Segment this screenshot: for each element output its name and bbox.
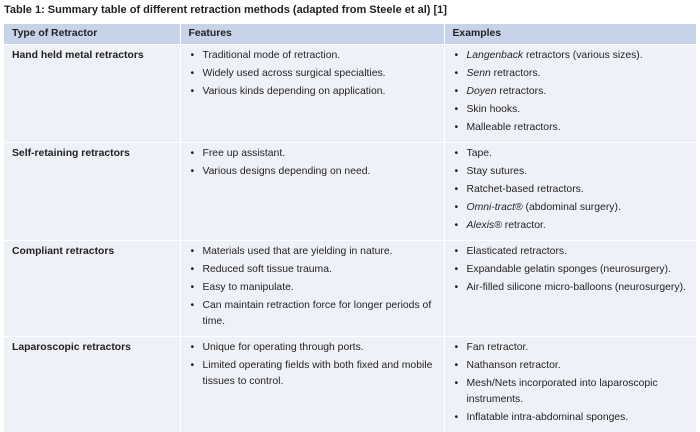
example-item (453, 376, 689, 408)
example-text: Stay sutures. (467, 166, 528, 177)
examples-cell (444, 45, 696, 143)
example-item (453, 120, 689, 136)
example-item (453, 146, 689, 162)
column-header-type: Type of Retractor (4, 24, 180, 45)
example-text: retractors. (491, 68, 541, 79)
example-item (453, 410, 689, 426)
example-item (453, 244, 689, 260)
example-text: Expandable gelatin sponges (neurosurgery). (467, 264, 671, 275)
feature-item: • Reduced soft tissue trauma. (189, 262, 436, 278)
example-item (453, 164, 689, 180)
example-text: retractors (various sizes). (523, 50, 643, 61)
example-text: retractors. (497, 86, 547, 97)
table-row (4, 337, 696, 432)
example-text: Elasticated retractors. (467, 246, 567, 257)
example-italic: Senn (467, 68, 491, 79)
table-header-row (4, 24, 696, 45)
example-text: Inflatable intra-abdominal sponges. (467, 412, 629, 423)
feature-item: • Free up assistant. (189, 146, 436, 162)
table-row (4, 241, 696, 337)
example-text: (abdominal surgery). (523, 202, 621, 213)
table-row (4, 143, 696, 241)
feature-item: • Various kinds depending on application. (189, 84, 436, 100)
feature-item: • Various designs depending on need. (189, 164, 436, 180)
example-italic: Alexis® (467, 220, 502, 231)
feature-item: • Unique for operating through ports. (189, 340, 436, 356)
example-item (453, 182, 689, 198)
column-header-features: Features (180, 24, 444, 45)
examples-cell (444, 143, 696, 241)
example-item (453, 66, 689, 82)
example-text: Nathanson retractor. (467, 360, 561, 371)
retraction-methods-table (4, 24, 696, 432)
retractor-type-cell: Laparoscopic retractors (4, 337, 180, 432)
table-row (4, 45, 696, 143)
column-header-examples: Examples (444, 24, 696, 45)
example-text: Tape. (467, 148, 492, 159)
feature-item: • Easy to manipulate. (189, 280, 436, 296)
retractor-type-cell: Hand held metal retractors (4, 45, 180, 143)
features-cell (180, 45, 444, 143)
feature-item: • Traditional mode of retraction. (189, 48, 436, 64)
example-italic: Langenback (467, 50, 524, 61)
feature-item: • Materials used that are yielding in nature. (189, 244, 436, 260)
example-italic: Doyen (467, 86, 497, 97)
example-text: Skin hooks. (467, 104, 521, 115)
features-cell (180, 143, 444, 241)
example-text: Ratchet-based retractors. (467, 184, 584, 195)
example-item (453, 358, 689, 374)
features-cell (180, 337, 444, 432)
feature-item: • Can maintain retraction force for longer periods of time. (189, 298, 436, 330)
example-item (453, 340, 689, 356)
example-item (453, 200, 689, 216)
example-item (453, 102, 689, 118)
feature-item: • Widely used across surgical specialties. (189, 66, 436, 82)
retractor-type-cell: Compliant retractors (4, 241, 180, 337)
features-cell (180, 241, 444, 337)
table-caption: Table 1: Summary table of different retraction methods (adapted from Steele et al) [1] (4, 4, 447, 16)
example-text: Fan retractor. (467, 342, 529, 353)
example-text: Malleable retractors. (467, 122, 561, 133)
example-item (453, 280, 689, 296)
example-text: retractor. (502, 220, 546, 231)
example-item (453, 48, 689, 64)
example-text: Air-filled silicone micro-balloons (neurosurgery). (467, 282, 686, 293)
example-item (453, 218, 689, 234)
example-item (453, 84, 689, 100)
example-text: Mesh/Nets incorporated into laparoscopic instruments. (467, 378, 658, 405)
examples-cell (444, 337, 696, 432)
examples-cell (444, 241, 696, 337)
example-italic: Omni-tract® (467, 202, 523, 213)
example-item (453, 262, 689, 278)
retractor-type-cell: Self-retaining retractors (4, 143, 180, 241)
feature-item: • Limited operating fields with both fixed and mobile tissues to control. (189, 358, 436, 390)
